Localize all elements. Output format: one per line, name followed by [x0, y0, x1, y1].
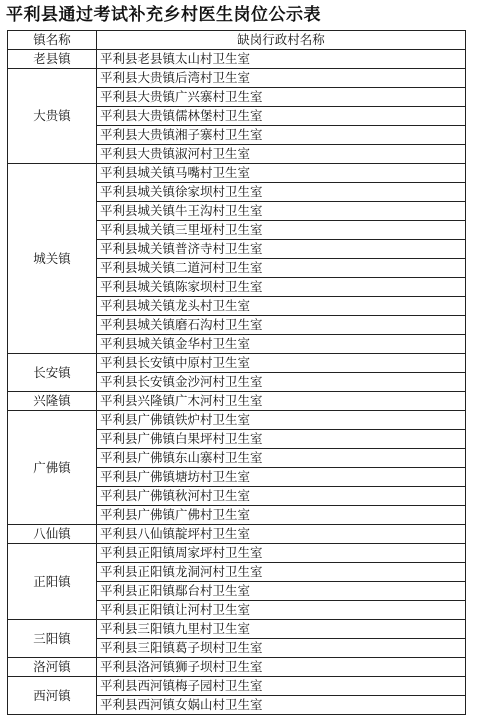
- village-cell: 平利县广佛镇秋河村卫生室: [97, 487, 466, 506]
- table-body: [8, 50, 466, 715]
- village-cell: 平利县兴隆镇广木河村卫生室: [97, 392, 466, 411]
- town-cell: 兴隆镇: [8, 392, 97, 411]
- town-cell: 三阳镇: [8, 620, 97, 658]
- table-row: [8, 677, 466, 696]
- town-cell: 长安镇: [8, 354, 97, 392]
- village-cell: 平利县城关镇龙头村卫生室: [97, 297, 466, 316]
- table-row: [8, 69, 466, 88]
- village-cell: 平利县城关镇普济寺村卫生室: [97, 240, 466, 259]
- village-cell: 平利县大贵镇广兴寨村卫生室: [97, 88, 466, 107]
- village-cell: 平利县大贵镇湘子寨村卫生室: [97, 126, 466, 145]
- village-cell: 平利县三阳镇葛子坝村卫生室: [97, 639, 466, 658]
- village-cell: 平利县城关镇牛王沟村卫生室: [97, 202, 466, 221]
- village-cell: 平利县正阳镇龙洞河村卫生室: [97, 563, 466, 582]
- vacancy-table: [7, 30, 466, 715]
- town-cell: 八仙镇: [8, 525, 97, 544]
- village-cell: 平利县大贵镇后湾村卫生室: [97, 69, 466, 88]
- table-row: [8, 658, 466, 677]
- table-row: [8, 354, 466, 373]
- village-cell: 平利县广佛镇白果坪村卫生室: [97, 430, 466, 449]
- town-cell: 广佛镇: [8, 411, 97, 525]
- village-cell: 平利县城关镇磨石沟村卫生室: [97, 316, 466, 335]
- village-cell: 平利县正阳镇让河村卫生室: [97, 601, 466, 620]
- table-row: [8, 544, 466, 563]
- table-row: [8, 525, 466, 544]
- header-row: [8, 31, 466, 50]
- table-row: [8, 411, 466, 430]
- village-cell: 平利县正阳镇鄢台村卫生室: [97, 582, 466, 601]
- town-cell: 大贵镇: [8, 69, 97, 164]
- village-cell: 平利县三阳镇九里村卫生室: [97, 620, 466, 639]
- table-row: [8, 620, 466, 639]
- town-cell: 老县镇: [8, 50, 97, 69]
- table-row: [8, 164, 466, 183]
- village-cell: 平利县长安镇金沙河村卫生室: [97, 373, 466, 392]
- town-cell: 城关镇: [8, 164, 97, 354]
- table-row: [8, 50, 466, 69]
- village-cell: 平利县正阳镇周家坪村卫生室: [97, 544, 466, 563]
- village-cell: 平利县广佛镇东山寨村卫生室: [97, 449, 466, 468]
- village-cell: 平利县城关镇陈家坝村卫生室: [97, 278, 466, 297]
- village-cell: 平利县大贵镇儒林堡村卫生室: [97, 107, 466, 126]
- village-cell: 平利县广佛镇广佛村卫生室: [97, 506, 466, 525]
- header-village: 缺岗行政村名称: [97, 31, 466, 50]
- village-cell: 平利县城关镇徐家坝村卫生室: [97, 183, 466, 202]
- village-cell: 平利县西河镇女娲山村卫生室: [97, 696, 466, 715]
- village-cell: 平利县广佛镇铁炉村卫生室: [97, 411, 466, 430]
- village-cell: 平利县城关镇二道河村卫生室: [97, 259, 466, 278]
- table-row: [8, 392, 466, 411]
- village-cell: 平利县广佛镇塘坊村卫生室: [97, 468, 466, 487]
- village-cell: 平利县八仙镇靛坪村卫生室: [97, 525, 466, 544]
- header-town: 镇名称: [8, 31, 97, 50]
- village-cell: 平利县西河镇梅子园村卫生室: [97, 677, 466, 696]
- village-cell: 平利县长安镇中原村卫生室: [97, 354, 466, 373]
- village-cell: 平利县城关镇马嘴村卫生室: [97, 164, 466, 183]
- village-cell: 平利县城关镇三里垭村卫生室: [97, 221, 466, 240]
- page-title: 平利县通过考试补充乡村医生岗位公示表: [6, 5, 321, 25]
- town-cell: 洛河镇: [8, 658, 97, 677]
- village-cell: 平利县洛河镇狮子坝村卫生室: [97, 658, 466, 677]
- town-cell: 西河镇: [8, 677, 97, 715]
- village-cell: 平利县城关镇金华村卫生室: [97, 335, 466, 354]
- village-cell: 平利县老县镇太山村卫生室: [97, 50, 466, 69]
- village-cell: 平利县大贵镇淑河村卫生室: [97, 145, 466, 164]
- town-cell: 正阳镇: [8, 544, 97, 620]
